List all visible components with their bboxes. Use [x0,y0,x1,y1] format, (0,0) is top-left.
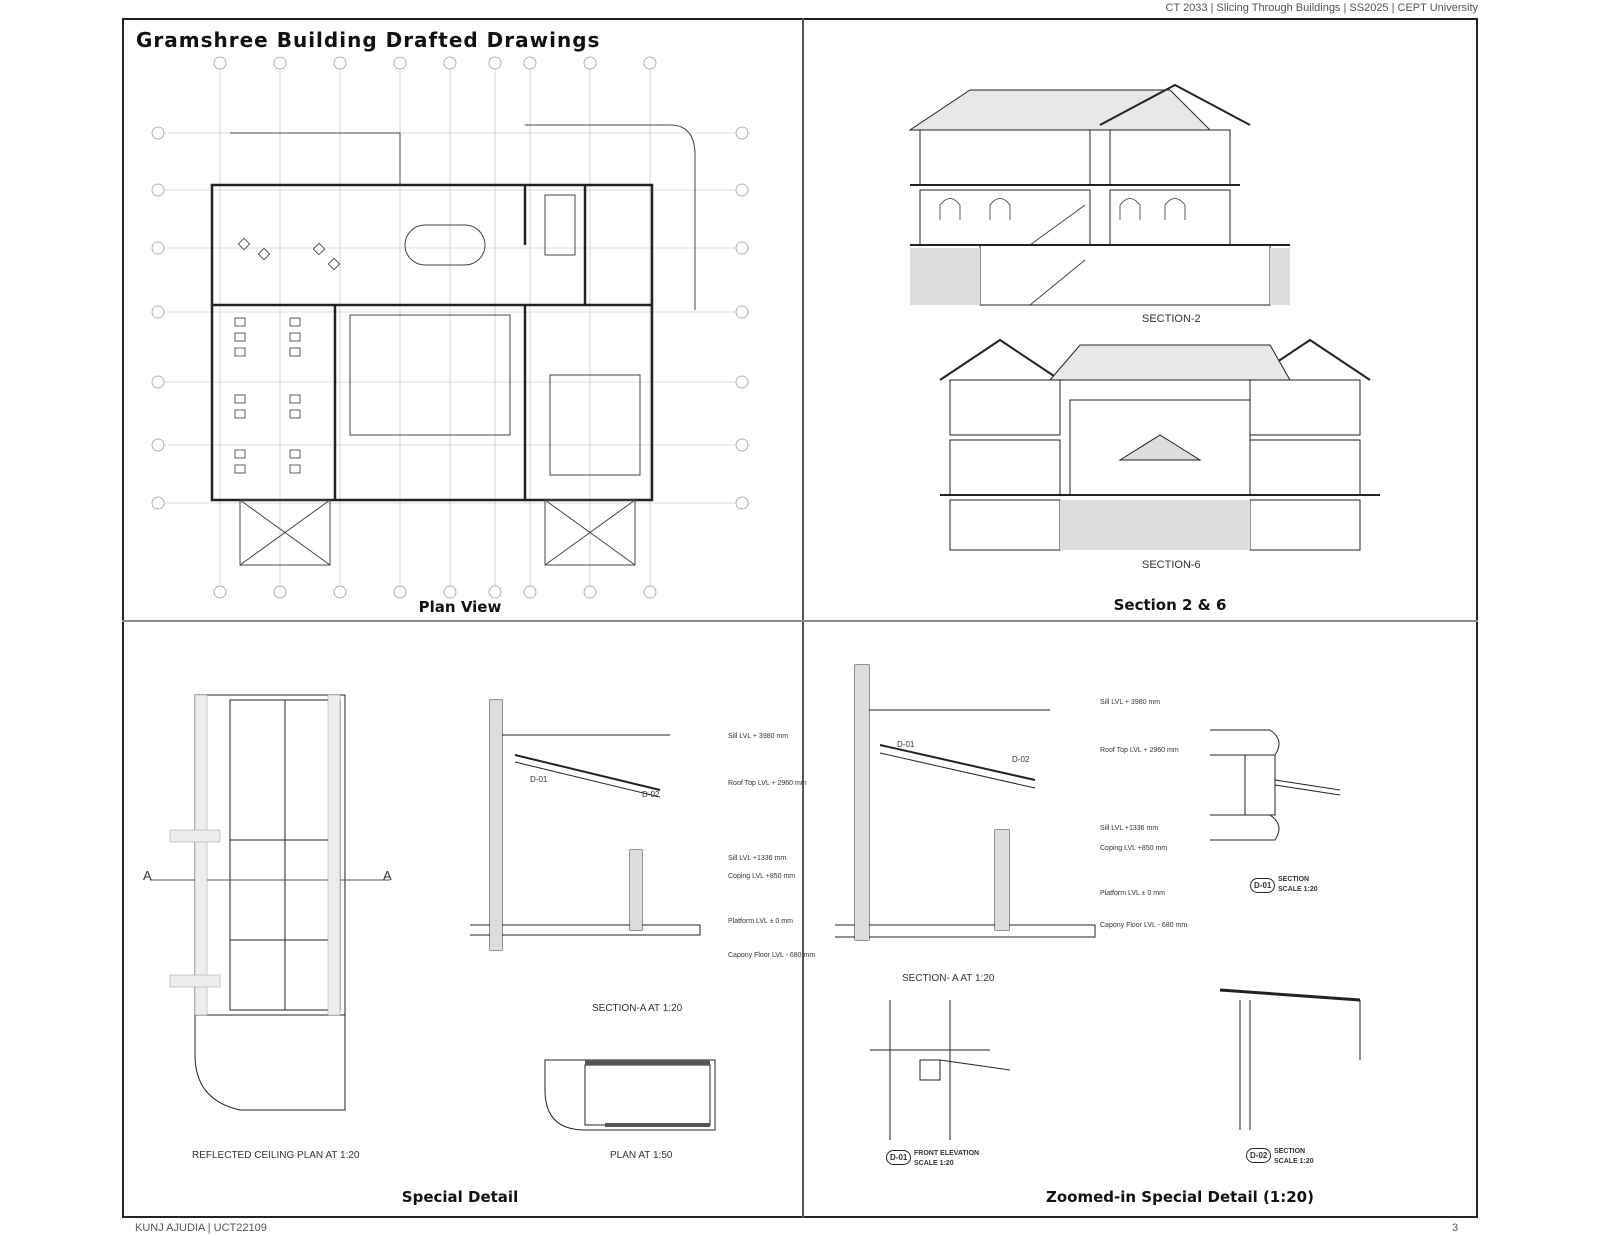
zoomed-level-5: Platform LVL ± 0 mm [1100,890,1165,897]
special-detail-caption: Special Detail [401,1188,519,1206]
special-level-6: Capony Floor LVL - 680 mm [728,952,816,959]
sections-caption: Section 2 & 6 [1113,596,1227,614]
reflected-ceiling-plan-drawing [150,660,400,1140]
zoomed-level-1: Sill LVL + 3980 mm [1100,699,1161,706]
section-6-label: SECTION-6 [1142,559,1201,571]
special-section-a-drawing [470,700,720,980]
page-title: Gramshree Building Drafted Drawings [136,28,601,52]
special-tag-d02: D-02 [642,790,660,799]
zoomed-tag-d02: D-02 [1012,755,1030,764]
d01-section-scale: SCALE 1:20 [1278,886,1318,893]
zoomed-level-2: Roof Top LVL + 2960 mm [1100,747,1179,754]
zoomed-level-6: Capony Floor LVL - 680 mm [1100,922,1188,929]
special-level-3: Sill LVL +1336 mm [728,855,787,862]
d01-section-drawing [1200,680,1340,860]
plan-1-50-label: PLAN AT 1:50 [610,1150,673,1161]
footer-page-number: 3 [1452,1222,1459,1234]
horizontal-divider [122,620,1478,622]
special-level-5: Platform LVL ± 0 mm [728,918,793,925]
d02-section-scale: SCALE 1:20 [1274,1158,1314,1165]
special-tag-d01: D-01 [530,775,548,784]
footer-author: KUNJ AJUDIA | UCT22109 [135,1222,267,1234]
zoomed-detail-caption: Zoomed-in Special Detail (1:20) [1046,1188,1314,1206]
special-level-1: Sill LVL + 3980 mm [728,733,789,740]
plan-view-drawing [150,55,760,600]
header-course-info: CT 2033 | Slicing Through Buildings | SS2025 | CEPT University [1165,2,1478,14]
zoomed-tag-d01: D-01 [897,740,915,749]
zoomed-section-a-label: SECTION- A AT 1:20 [902,973,995,984]
d01-front-elevation-drawing [870,1000,1030,1140]
d02-section-tag: D-02 [1246,1148,1271,1163]
d01-front-tag: D-01 [886,1150,911,1165]
marker-a-right: A [383,868,392,883]
d01-section-title: SECTION [1278,876,1310,883]
plan-view-caption: Plan View [418,598,502,616]
section-6-drawing [940,340,1400,560]
plan-1-50-drawing [525,1050,725,1140]
d01-front-title: FRONT ELEVATION [914,1150,980,1157]
d01-section-tag: D-01 [1250,878,1275,893]
d01-front-scale: SCALE 1:20 [914,1160,954,1167]
rcp-label: REFLECTED CEILING PLAN AT 1:20 [192,1150,360,1161]
special-level-4: Coping LVL +850 mm [728,873,796,880]
section-2-drawing [910,80,1380,310]
special-section-a-label: SECTION-A AT 1:20 [592,1003,683,1014]
special-level-2: Roof Top LVL + 2960 mm [728,780,807,787]
d02-section-drawing [1210,960,1370,1130]
zoomed-section-a-drawing [835,665,1095,955]
zoomed-level-3: Sill LVL +1336 mm [1100,825,1159,832]
vertical-divider [802,18,804,1218]
marker-a-left: A [143,868,152,883]
section-2-label: SECTION-2 [1142,313,1201,325]
d02-section-title: SECTION [1274,1148,1306,1155]
zoomed-level-4: Coping LVL +850 mm [1100,845,1168,852]
